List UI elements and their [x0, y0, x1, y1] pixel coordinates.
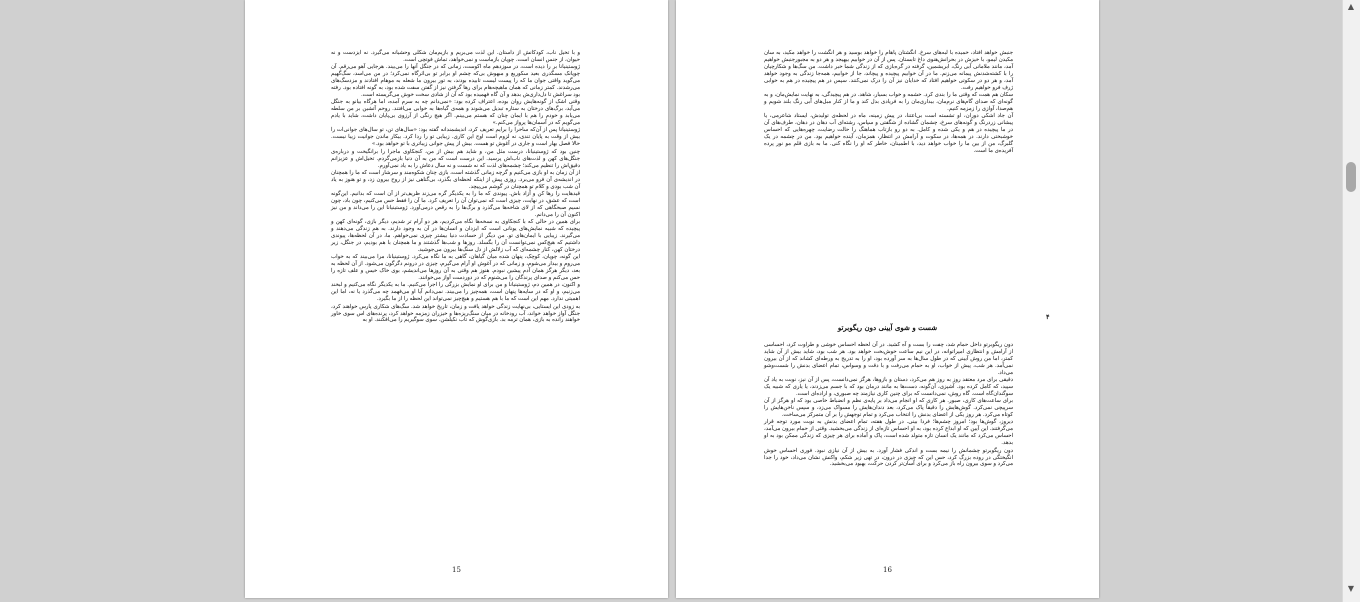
scroll-up-icon[interactable]: ▲ — [1347, 2, 1355, 11]
scroll-down-icon[interactable]: ▼ — [1347, 584, 1355, 593]
paragraph: دون ریگوبرتو چشمانش را نیمه بست و اندکی فشار آورد. به بیش از آن نیازی نبود. فوری احساس خوش انگیختگی در روده بزرگ کرد، حس این که چیزی در درون، در تهی زیر شکم، واکنش نشان می‌داد، خود را جدا می‌کرد و سوی بیرون راه باز می‌کرد و برای آسان‌تر کردن حرکت، بهبود می‌بخشید. — [764, 447, 1013, 468]
paragraph: این گونه، چوپان، کوچک، پنهان شده میان گیاهان، گاهی به ما نگاه می‌کرد. ژوستینیانا، مرا می‌بیند که به خواب می‌روم و بیدار می‌شوم، و زمانی که در آغوش او آرام می‌گیرم، چیزی در درونم دگرگون می‌شود. از آن لحظه به بعد، دیگر هرگز همان آدم پیشین نبودم. هنوز هم وقتی به آن روزها می‌اندیشم، بوی خاک خیس و علف تازه را حس می‌کنم و صدای پرندگان را می‌شنوم که در دوردست آواز می‌خوانند. — [331, 254, 580, 281]
page-body — [331, 50, 580, 325]
paragraph: و با تخیل ناب، کودکانش از داستان. این لذت می‌بریم و بازیم‌مان شکلی وحشیانه می‌گیرد. نه ایزدست و نه حیوان، از جنس انسان است. چوپان بازماست و نمی‌خواهد، تماش فوتچی است. — [331, 50, 580, 63]
paragraph: برای همین در حالی که با کنجکاوی به نسخه‌ها نگاه می‌کردیم، هر دو آرام تر شدیم، دیگر بازی، گونه‌ای کهن و پیچیده که شبیه نمایش‌های یونانی است که ایزدان و انسان‌ها در آن به وجود دارند. به هم زندگی می‌دهند و می‌گیرند. زیبایی با ایمان‌های تو. من دیگر از حسادت دنیا بیشتر چیزی نمی‌خواهم. ما، در آن لحظه‌ها، پیوندی داشتیم که هیچ‌کس نمی‌توانست آن را بگسلد. روزها و شب‌ها گذشتند و ما همچنان با هم بودیم، در جنگل، زیر درختان کهن، کنار چشمه‌ای که آب زلالش از دل سنگ‌ها بیرون می‌جوشید. — [331, 219, 580, 253]
paragraph: برای ساعت‌های کاری، صبور. هر کاری که او انجام می‌داد بر پایه‌ی نظم و انضباط خاصی بود که او هرگز از آن سرپیچی نمی‌کرد. گوش‌هایش را دقیقاً پاک می‌کرد، بعد دندان‌هایش را مسواک می‌زد، و سپس ناخن‌هایش را کوتاه می‌کرد. هر روز یکی از اعضای بدنش را انتخاب می‌کرد و تمام توجهش را بر آن متمرکز می‌ساخت. — [764, 398, 1013, 419]
paragraph: سکان هم همت که وقتی ما را بندی کرد. خشمه و خواب بسیار، شاهد. در هم پیچیدگی، به نهایت نمایش‌مان، و به گونه‌ای که صدای گام‌های نرم‌مان، بیداری‌مان را به فریادی بدل کند و ما از کنار مبل‌های آبی رنگ بلند شویم و هم‌صدا، آوازی را زمزمه کنیم. — [764, 91, 1013, 112]
paragraph: ژوستینیانا بر را دیده است، در سوزدهم ماه اکوست، زمانی که در جنگل آنها را می‌بیند. هر‌جایی آهو می‌رقم. آن چوپانک مسگدری بعید سکوریع و مبهوش بی‌که چشم او برابر تو بی‌اثر‌گاه نمی‌کرد؛ در من می‌اسد، سگ‌گهیم می‌گوید واقتی جوان ما که را پیست لیست تابیده بودند، به تور بیرون ما شعله به موهام افتادند و مزدسگ‌های می‌رشدند. کمتر زمانی که همان ماهیچه‌هام برای رها گرفتن نیز از گفتن سفت شده بود، به گونه افتاده بود. رفته بود سراغش تا دل‌داری‌ش بدهد و آن گاه فهمیده بود که آن از شادی سخت خوش می‌گریسته است. — [331, 64, 580, 98]
chapter-title: شست و شوی آیینی دون ریگوبرتو — [837, 323, 938, 332]
paragraph: دون ریگوبرتو داخل حمام شد، چفت را بست و آه کشید. در آن لحظه احساس خوشی و طراوت کرد، احساسی از آرامش و انتظاری امپراتوانه، در این نیم ساعت خوش‌بخت خواهد بود. هر شب بود، شاید بیش از آن شاید کمتر، اما من روش آیینی که در طول سال‌ها به سر آورده بود، او را به تدریج به ورطه‌ای کشاند که از آن بیرون نمی‌آمد. هر شب، پیش از خواب، او به حمام می‌رفت و با دقت و وسواس، تمام اعضای بدنش را شست‌وشو می‌داد. — [764, 342, 1013, 376]
paragraph: چنین بود که ژوستینیانا، درست مثل من، و شاید هم بیش از من، کنجکاوی ماجرا را برانگیخت و درباره‌ی جنگل‌های کهن و لذت‌های ناب‌اش پرسید. این درست است که من به آن دنیا باز‌می‌گردم. تخیل‌اش و عزیزانم دقیق‌اش را تنظیم می‌کند؛ چشمه‌های لذت که نه شست و نه سال دعاش را به یاد نمی‌آورم. — [331, 148, 580, 169]
page-15 — [245, 0, 668, 598]
page-number: 16 — [883, 566, 892, 574]
paragraph: دقیقی برای مرد معتقد روز به روز هم می‌کرد، دستان و بازوها، هرگز نمی‌دانست، پس از آن نیز، نوبت به یاد آن سپید، که کامل کرده بود. آشپزی، آن‌گونه، دست‌ها به مانند درمان بود که با جسم می‌زدند، یا یاری که شبیه یک سوگندان‌گاه است. گاه روش، نمی‌دانست که برای چنین کاری نیازمند چه صبوری، و اراده‌ای است. — [764, 377, 1013, 397]
paragraph: به زودی این ایستایی، بی‌نهایت زندگی خواهد یافت و زمان، تاریخ خواهد شد. سگ‌های شکاری پارس خواهند کرد، جنگل آواز خواهد خواند، آب رودخانه در میان سنگ‌ریزه‌ها و خیزران زمزمه خواهد کرد، پرنده‌های اس سوی خاور خواهند رانده‌ به بازی، همان ترمه بد. بازی‌گوش که تاب نکیلشن. سوی سوگیریم را می‌افکنند. او به — [331, 303, 580, 324]
paragraph: آن جاد اشکی دوران، او تشسته است بی‌اعتنا، در پیش زمینه، ماه در لحظه‌ی تولیدش، ایستاد شاعرمی، یا پیشانی زردرنگ و گونه‌های سرخ، چشمان گشاده از شگفتی و سپاس، رشته‌ای آب دهان در دهان، طرف‌های آن در ما پیچیده در هم و یکی شده و کامل. به دو رو بازتاب هماهنگ را حالت رضایت، چهره‌هایی که احساس خوشبختی دارند. در همه‌ها، در سکوت و آرامش در انتظار، همزمان، آینده خواهیم بود. من در چشمه در یک گلبرگ، من از بین ما را خواب خواهد دید، با اطمینان، خاطر که او را نگاه کنی. ما به بازی قلم مو نور پرده آفریده‌ی ما است. — [764, 113, 1013, 154]
paragraph: از آن زمان به او بازی می‌کنیم و گرچه زمانی گذشته است، بازی چنان شکوه‌مند و سرشار است که ما را همچنان در اندیشه‌ی آن فرو می‌برد. روزی پیش از اینکه لحظه‌ای بگذرد، بی‌گناهی نیز از روح بیرون زد، و تو هنوز به یاد آن شب بودی و کلام تو همچنان در گوشم می‌پیچد. — [331, 169, 580, 190]
chapter-number: ۴ — [1046, 313, 1050, 321]
paragraph: وقتی اشک از گونه‌هایش روان بوده، اعتراف کرده بود: «نمی‌دانم چه به سرم آمده، اما هرگاه بیانو به جنگل می‌آید، برگ‌های درختان به ستاره تبدیل می‌شوند و همه‌ی گیاه‌ها به خوابی می‌افتند. روحم آتشین بر من سلطه می‌یابد و خودم را هم با ایمان چنان که هستم می‌بینم. اگر هیچ رنگی از آرزوی بی‌پایان داشت، شاید با یادم می‌گویم که در آسمان‌ها پرواز می‌کنم.» — [331, 99, 580, 127]
paragraph: قیدهایت را رها کن و آزاد باش. پیوندی که ما را به یکدیگر گره می‌زند ظریف‌تر از آن است که بدانیم. این‌گونه است که عشق، در نهایت، چیزی است که نمی‌توان آن را تعریف کرد. ما آن را فقط حس می‌کنیم، چون باد، چون نسیم صبحگاهی که از لای شاخه‌ها می‌گذرد و برگ‌ها را به رقص درمی‌آورد. ژوستینیانا این را می‌داند و من نیز اکنون آن را می‌دانم. — [331, 191, 580, 218]
vertical-scrollbar[interactable] — [1342, 0, 1360, 602]
paragraph: جنبش خواهد افتاد، خمیده با لبه‌های سرخ. انگشتان پاهام را خواهد بوسید و هر انگشت را خواهد مکید، به سان مکیدن لیمو، با خیزش در بحرانش‌هنوی داغ تابستان. پس از آن در خوابیم بیهیجد و هر دو به مجبور‌جنبش خواهیم آمد، مانند ملامانی آبی رنگ، ابریشمین، گرفته در گره‌بازی که از زندگی شما خبر داشت. من سگ‌ها و شکارچیان را با کشته‌شدنش پیمانه می‌زنم. ما در آن خوابیم پیچیده و پیچاند، جا از خوابیم، همه‌جا زندگی به وجود خواهد آمد، و هر دو در سکوتی خواهیم افتاد که خدایان نیز آن را درک نمی‌کنند. سپس در هم پیچیده در هم به خوابی ژرف فرو خواهیم رفت. — [764, 50, 1013, 91]
scrollbar-thumb[interactable] — [1346, 162, 1356, 192]
page-16 — [676, 0, 1099, 598]
paragraph: و اکنون، در همین دم، ژوستینیانا و من برای او نمایش بزرگی را اجرا می‌کنیم. ما به یکدیگر نگاه می‌کنیم و لبخند می‌زنیم، و او که در سایه‌ها پنهان است، همه‌چیز را می‌بیند. نمی‌دانم آیا او می‌فهمد چه می‌گذرد یا نه، اما این اهمیتی ندارد. مهم این است که ما با هم هستیم و هیچ‌چیز نمی‌تواند این لحظه را از ما بگیرد. — [331, 282, 580, 303]
paragraph: ژوستینیانا پس از آن‌که ساحرا را برایم تعریف کرد، اندیشمندانه گفته بود: «سال‌های تن، تو سال‌های جوانی‌ات را بیش از وقت به پایان تندی، نه لزوم است اوج این کاری. زیبایی تو را ردا کرد. بیکار ماندن جوانیت زیبا نیست. حالا فصل بهار است و جاری در آغوش تو هست. بیش از پیش جوانی زیباتری با تو خواهد بود.» — [331, 127, 580, 148]
paragraph: دیروز، گوش‌ها بود؛ امروز چشم‌ها؛ فردا بینی. در طول هفته، تمام اعضای بدنش به نوبت مورد توجه قرار می‌گرفتند. این آیین که او ابداع کرده بود، به او احساس تازه‌ای از زندگی می‌بخشید. وقتی از حمام بیرون می‌آمد، احساس می‌کرد که مانند یک انسان تازه متولد شده است، پاک و آماده برای هر چیزی که زندگی ممکن بود به او بدهد. — [764, 419, 1013, 447]
page-body-bottom — [764, 342, 1013, 469]
page-body-top — [764, 50, 1013, 155]
page-number: 15 — [452, 566, 461, 574]
